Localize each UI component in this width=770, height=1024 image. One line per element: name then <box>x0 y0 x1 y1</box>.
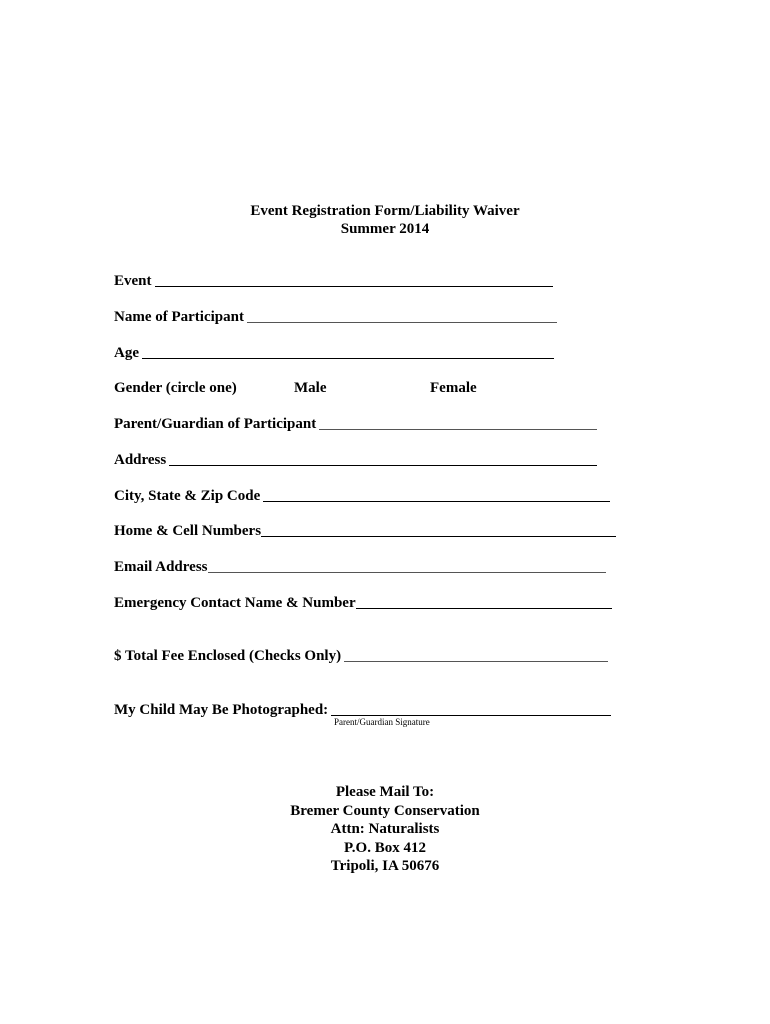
participant-name-row <box>114 308 557 326</box>
total-fee-field[interactable] <box>344 647 608 662</box>
mailing-city: Tripoli, IA 50676 <box>330 858 440 874</box>
address-field[interactable] <box>169 451 597 466</box>
phone-numbers-row <box>114 522 616 540</box>
age-row <box>114 344 554 362</box>
mailing-organization: Bremer County Conservation <box>290 802 480 819</box>
email-field[interactable] <box>208 558 606 573</box>
signature-caption: Parent/Guardian Signature <box>334 717 430 727</box>
address-label: Address <box>114 452 167 468</box>
parent-guardian-field[interactable] <box>319 415 597 430</box>
mailing-attention: Attn: Naturalists <box>330 821 440 837</box>
event-row <box>114 272 553 290</box>
age-field[interactable] <box>142 344 554 359</box>
city-state-zip-row <box>114 487 610 505</box>
emergency-contact-field[interactable] <box>356 594 612 609</box>
city-state-zip-field[interactable] <box>263 487 610 502</box>
form-subtitle: Summer 2014 <box>340 221 430 237</box>
emergency-contact-row <box>114 594 612 612</box>
gender-option-male[interactable]: Male <box>294 380 327 396</box>
event-label: Event <box>114 273 152 289</box>
participant-name-label: Name of Participant <box>114 309 244 325</box>
signature-field[interactable] <box>331 701 611 716</box>
age-label: Age <box>114 345 139 361</box>
email-label: Email Address <box>114 559 208 575</box>
mailing-address <box>0 783 770 876</box>
gender-option-female[interactable]: Female <box>430 380 477 396</box>
total-fee-row <box>114 647 608 665</box>
address-row <box>114 451 597 469</box>
form-title: Event Registration Form/Liability Waiver <box>250 203 520 219</box>
mailing-po-box: P.O. Box 412 <box>344 839 426 856</box>
parent-guardian-row <box>114 415 597 433</box>
mailing-heading: Please Mail To: <box>335 784 435 800</box>
phone-numbers-field[interactable] <box>261 522 616 537</box>
gender-row <box>114 379 514 399</box>
emergency-contact-label: Emergency Contact Name & Number <box>114 595 356 611</box>
city-state-zip-label: City, State & Zip Code <box>114 488 261 504</box>
event-field[interactable] <box>155 272 553 287</box>
participant-name-field[interactable] <box>247 308 557 323</box>
email-row <box>114 558 606 576</box>
photo-consent-label: My Child May Be Photographed: <box>114 702 329 718</box>
form-header <box>0 202 770 238</box>
total-fee-label: $ Total Fee Enclosed (Checks Only) <box>114 648 342 664</box>
parent-guardian-label: Parent/Guardian of Participant <box>114 416 317 432</box>
gender-label: Gender (circle one) <box>114 380 237 396</box>
phone-numbers-label: Home & Cell Numbers <box>114 523 262 539</box>
